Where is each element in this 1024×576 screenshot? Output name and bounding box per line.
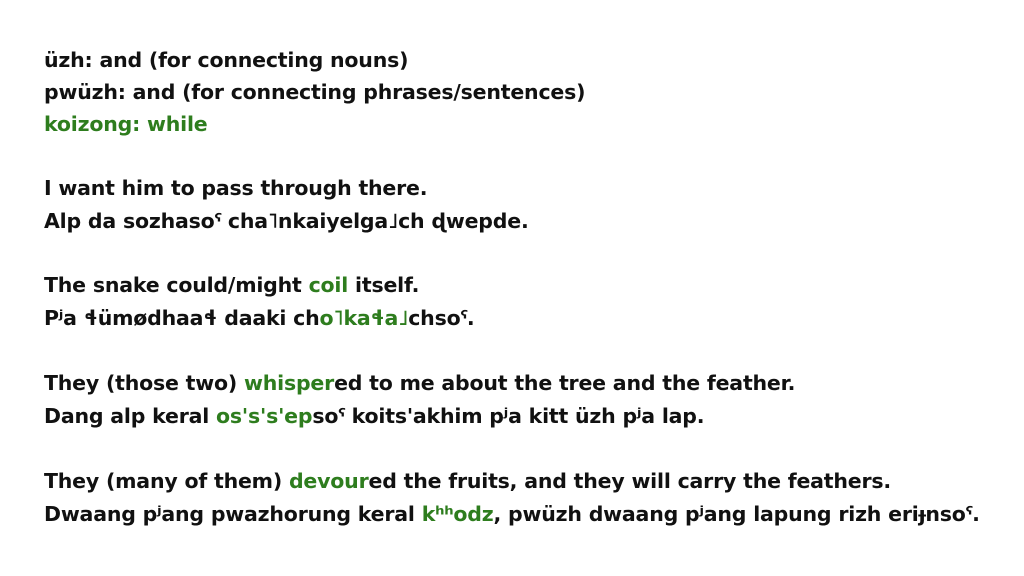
example-3-translation xyxy=(44,402,704,430)
example-2-english-part: The snake could/might xyxy=(44,273,309,297)
example-3-english-part: They (those two) xyxy=(44,371,244,395)
example-2-english-highlight: coil xyxy=(308,273,349,297)
example-3-translation-part: Dang alp keral xyxy=(44,404,217,428)
example-4-translation xyxy=(44,500,980,528)
example-2-translation xyxy=(44,304,475,332)
example-2-translation-highlight: o˥kaɬa˩ xyxy=(319,306,409,330)
example-4-translation-highlight: kʰʰodz xyxy=(421,502,494,526)
example-4-english-part: They (many of them) xyxy=(44,469,289,493)
example-3-english xyxy=(44,369,795,397)
example-3-english-highlight: whisper xyxy=(244,371,335,395)
vocab-and-nouns: üzh: and (for connecting nouns) xyxy=(44,48,409,72)
example-4-translation-part: Dwaang pʲang pwazhorung keral xyxy=(44,502,422,526)
example-2-translation-part: Pʲa ɬümødhaaɬ daaki ch xyxy=(44,306,320,330)
vocab-while: koizong: while xyxy=(44,112,208,136)
example-3-translation-part: soˁ koits'akhim pʲa kitt üzh pʲa lap. xyxy=(312,404,705,428)
example-2-english xyxy=(44,271,419,299)
example-1-english: I want him to pass through there. xyxy=(44,176,428,200)
example-4-english xyxy=(44,467,891,495)
example-3-english-part: ed to me about the tree and the feather. xyxy=(334,371,796,395)
example-4-translation-part: , pwüzh dwaang pʲang lapung rizh eriɟnsoˁ. xyxy=(493,502,980,526)
example-3-translation-highlight: os's's'ep xyxy=(216,404,313,428)
vocab-and-phrases: pwüzh: and (for connecting phrases/sentences) xyxy=(44,80,586,104)
example-4-english-highlight: devour xyxy=(288,469,369,493)
example-4-english-part: ed the fruits, and they will carry the feathers. xyxy=(368,469,891,493)
example-2-english-part: itself. xyxy=(348,273,420,297)
example-1-translation: Alp da sozhasoˁ cha˥nkaiyelga˩ch ɖwepde. xyxy=(44,209,529,233)
example-2-translation-part: chsoˁ. xyxy=(408,306,475,330)
